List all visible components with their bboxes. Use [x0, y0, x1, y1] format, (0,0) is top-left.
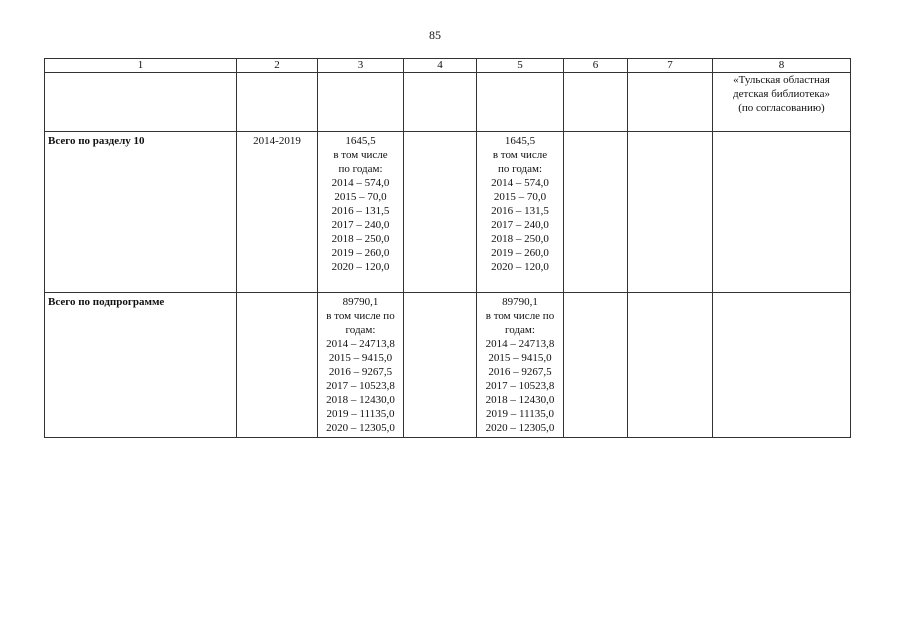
table-cell	[564, 132, 628, 293]
regional-funding-cell	[477, 293, 564, 438]
period-cell: 2014-2019	[237, 132, 318, 293]
funding-line: 1645,5	[504, 135, 536, 147]
row-label: Всего по разделу 10	[45, 132, 237, 293]
page-number: 85	[429, 28, 441, 42]
table-cell	[477, 73, 564, 132]
funding-line: 2015 – 9415,0	[488, 352, 552, 364]
funding-line: в том числе по	[485, 310, 555, 322]
funding-line: 2014 – 24713,8	[485, 338, 555, 350]
funding-line: 2020 – 12305,0	[485, 422, 555, 434]
executor-line: детская библиотека»	[733, 88, 830, 100]
funding-line: 2015 – 70,0	[334, 191, 387, 203]
funding-line: 2019 – 260,0	[491, 247, 549, 259]
funding-line: 2016 – 9267,5	[488, 366, 552, 378]
funding-line: 2020 – 120,0	[331, 261, 390, 273]
column-header-1: 1	[45, 59, 237, 73]
funding-line: 2020 – 12305,0	[326, 422, 395, 434]
funding-line: 2015 – 9415,0	[328, 352, 393, 364]
funding-line: 2018 – 250,0	[491, 233, 549, 245]
funding-line: 2016 – 131,5	[331, 205, 390, 217]
column-header-3: 3	[318, 59, 404, 73]
table-cell	[404, 132, 477, 293]
table-cell	[628, 132, 713, 293]
section-10-total-row	[45, 132, 851, 293]
total-funding-cell	[318, 132, 404, 293]
table-cell	[404, 73, 477, 132]
executor-line: «Тульская областная	[733, 74, 830, 86]
executor-line: (по согласованию)	[738, 102, 825, 114]
funding-line: 2018 – 12430,0	[485, 394, 555, 406]
funding-line: 2014 – 574,0	[331, 177, 390, 189]
row-label: Всего по подпрограмме	[45, 293, 237, 438]
funding-line: 1645,5	[345, 135, 376, 147]
executor-cell	[713, 73, 851, 132]
table-cell	[318, 73, 404, 132]
funding-line: годам:	[505, 324, 535, 336]
budget-table	[44, 58, 851, 438]
table-cell	[564, 73, 628, 132]
column-header-8: 8	[713, 59, 851, 73]
column-header-4: 4	[404, 59, 477, 73]
table-row	[45, 73, 851, 132]
column-header-6: 6	[564, 59, 628, 73]
total-funding-cell	[318, 293, 404, 438]
funding-line: 2019 – 11135,0	[486, 408, 554, 420]
funding-line: 2017 – 240,0	[491, 219, 549, 231]
funding-line: 2019 – 260,0	[331, 247, 390, 259]
funding-line: годам:	[345, 324, 376, 336]
funding-line: 2016 – 9267,5	[328, 366, 393, 378]
table-cell	[713, 293, 851, 438]
regional-funding-cell	[477, 132, 564, 293]
funding-line: 2020 – 120,0	[491, 261, 549, 273]
table-cell	[628, 293, 713, 438]
funding-line: в том числе	[333, 149, 388, 161]
funding-line: 2018 – 250,0	[331, 233, 390, 245]
table-cell	[713, 132, 851, 293]
funding-line: 2019 – 11135,0	[326, 408, 395, 420]
funding-line: 2017 – 10523,8	[485, 380, 555, 392]
funding-line: 2016 – 131,5	[491, 205, 549, 217]
funding-line: 2015 – 70,0	[493, 191, 547, 203]
column-header-2: 2	[237, 59, 318, 73]
period-cell	[237, 293, 318, 438]
funding-line: 2014 – 24713,8	[326, 338, 395, 350]
table-cell	[628, 73, 713, 132]
funding-line: 89790,1	[342, 296, 379, 308]
funding-line: по годам:	[497, 163, 543, 175]
subprogram-total-row	[45, 293, 851, 438]
funding-line: в том числе по	[326, 310, 395, 322]
table-cell	[237, 73, 318, 132]
column-header-5: 5	[477, 59, 564, 73]
column-number-row	[45, 59, 851, 73]
funding-line: по годам:	[338, 163, 383, 175]
funding-line: 89790,1	[502, 296, 538, 308]
funding-line: 2017 – 240,0	[331, 219, 390, 231]
table-cell	[564, 293, 628, 438]
column-header-7: 7	[628, 59, 713, 73]
table-cell	[404, 293, 477, 438]
funding-line: 2018 – 12430,0	[326, 394, 395, 406]
table-cell	[45, 73, 237, 132]
funding-line: 2017 – 10523,8	[326, 380, 395, 392]
funding-line: 2014 – 574,0	[491, 177, 549, 189]
funding-line: в том числе	[492, 149, 548, 161]
